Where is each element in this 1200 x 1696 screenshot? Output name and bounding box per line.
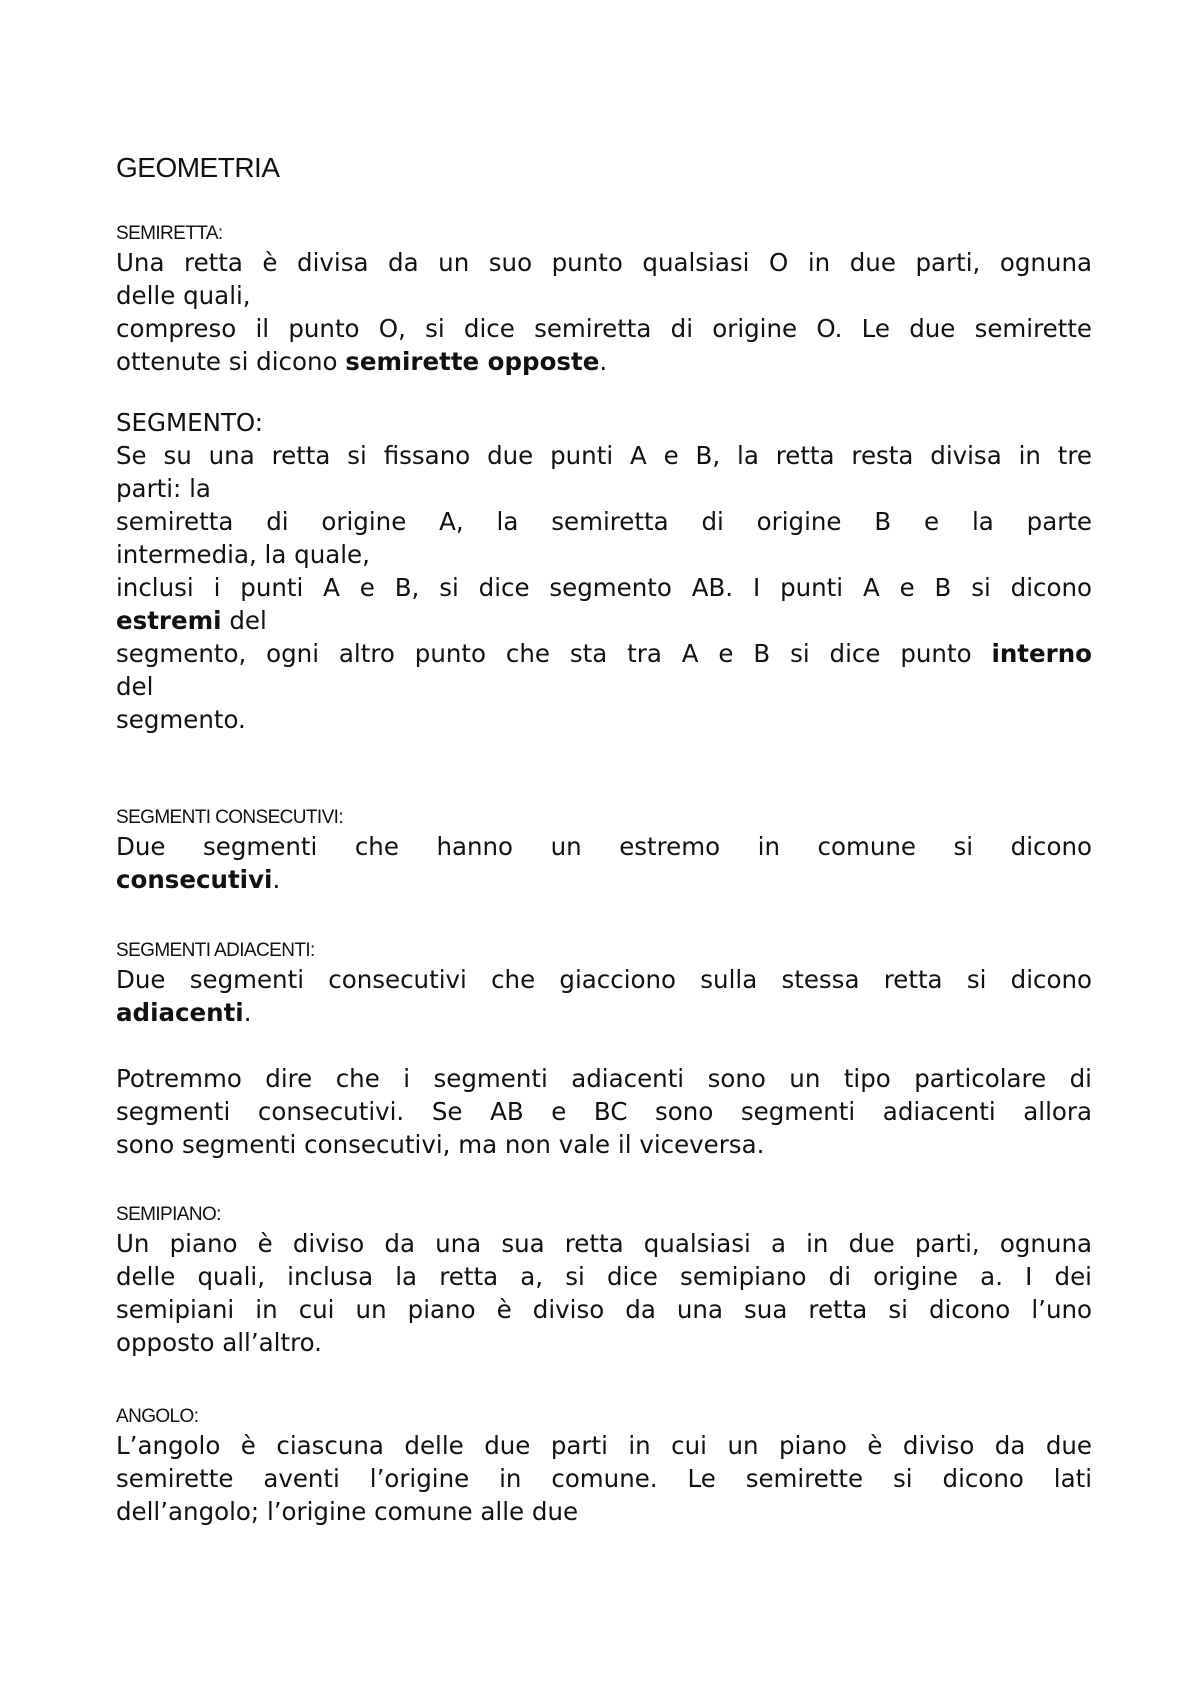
section-heading-adiacenti: SEGMENTI ADIACENTI:: [116, 940, 315, 961]
paragraph-line: delle quali,: [116, 281, 251, 310]
heading-colon: :: [254, 408, 264, 437]
paragraph-line: delle quali, inclusa la retta a, si dice semipiano di origine a. I dei: [116, 1262, 1092, 1291]
page-title: GEOMETRIA: [116, 152, 280, 183]
paragraph-line: Una retta è divisa da un suo punto qualsiasi O in due parti, ognuna: [116, 248, 1092, 277]
section-heading-angolo: ANGOLO:: [116, 1406, 199, 1427]
section-heading-semipiano: SEMIPIANO:: [116, 1204, 221, 1225]
paragraph-line: [116, 637, 1092, 670]
bold-term: adiacenti: [116, 998, 244, 1027]
paragraph-line: Un piano è diviso da una sua retta qualsiasi a in due parti, ognuna: [116, 1229, 1092, 1258]
paragraph-line: semiretta di origine A, la semiretta di origine B e la parte: [116, 507, 1092, 536]
bold-term: consecutivi: [116, 865, 273, 894]
text-span: del: [221, 606, 267, 635]
paragraph-line: Se su una retta si fissano due punti A e B, la retta resta divisa in tre: [116, 441, 1092, 470]
paragraph-line: [116, 345, 607, 378]
text-span: ottenute si dicono: [116, 347, 346, 376]
paragraph-line: intermedia, la quale,: [116, 540, 370, 569]
text-span: .: [272, 865, 281, 894]
paragraph-line: sono segmenti consecutivi, ma non vale il viceversa.: [116, 1130, 765, 1159]
bold-term: estremi: [116, 606, 222, 635]
paragraph-line: semirette aventi l’origine in comune. Le semirette si dicono lati: [116, 1464, 1092, 1493]
section-heading-consecutivi: SEGMENTI CONSECUTIVI:: [116, 807, 344, 828]
text-span: .: [243, 998, 252, 1027]
paragraph-line: [116, 863, 280, 896]
paragraph-line: inclusi i punti A e B, si dice segmento AB. I punti A e B si dicono: [116, 573, 1092, 602]
bold-term: interno: [991, 639, 1092, 668]
paragraph-line: semipiani in cui un piano è diviso da una sua retta si dicono l’uno: [116, 1295, 1092, 1324]
paragraph-line: Due segmenti che hanno un estremo in comune si dicono: [116, 832, 1092, 861]
section-heading-segmento: [116, 406, 263, 439]
text-span: .: [599, 347, 608, 376]
paragraph-line: segmento.: [116, 705, 246, 734]
paragraph-line: opposto all’altro.: [116, 1328, 322, 1357]
paragraph-line: del: [116, 672, 154, 701]
paragraph-line: [116, 604, 267, 637]
paragraph-line: segmenti consecutivi. Se AB e BC sono segmenti adiacenti allora: [116, 1097, 1092, 1126]
paragraph-line: L’angolo è ciascuna delle due parti in cui un piano è diviso da due: [116, 1431, 1092, 1460]
paragraph-line: compreso il punto O, si dice semiretta di origine O. Le due semirette: [116, 314, 1092, 343]
paragraph-line: Potremmo dire che i segmenti adiacenti sono un tipo particolare di: [116, 1064, 1092, 1093]
text-span: segmento, ogni altro punto che sta tra A e B si dice punto: [116, 639, 992, 668]
section-heading-label: SEGMENTO: [116, 408, 255, 437]
paragraph-line: dell’angolo; l’origine comune alle due: [116, 1497, 579, 1526]
bold-term: semirette opposte: [345, 347, 600, 376]
paragraph-line: Due segmenti consecutivi che giacciono sulla stessa retta si dicono: [116, 965, 1092, 994]
section-heading-semiretta: SEMIRETTA:: [116, 223, 223, 244]
paragraph-line: parti: la: [116, 474, 211, 503]
paragraph-line: [116, 996, 252, 1029]
